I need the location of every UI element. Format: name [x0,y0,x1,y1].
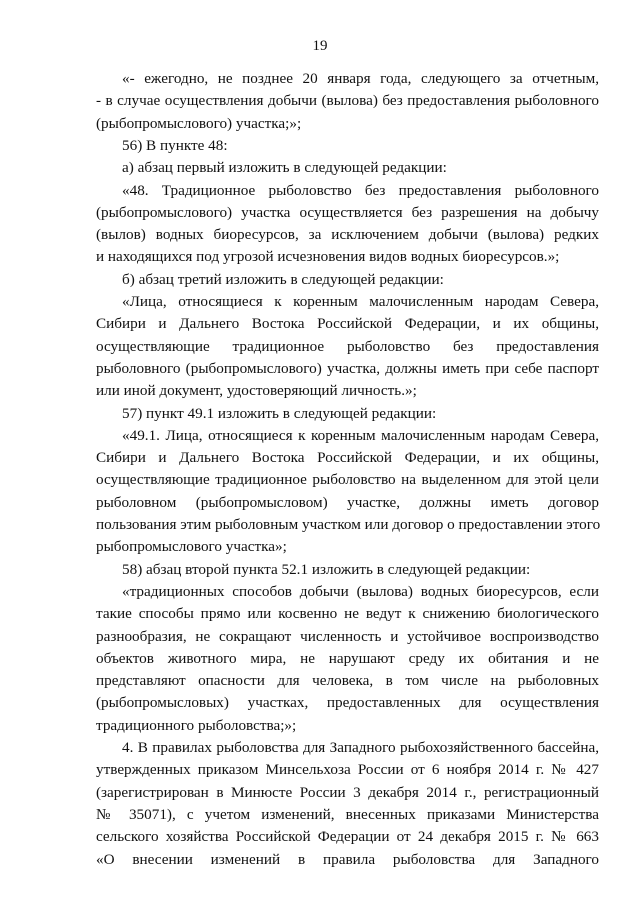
text-line: «традиционных способов добычи (вылова) водных биоресурсов, если [122,582,599,600]
text-line: традиционного рыболовства;»; [96,716,297,734]
page-number: 19 [312,38,328,54]
text-line: Сибири и Дальнего Востока Российской Федерации, и их общины, [96,449,599,467]
text-line: (рыбопромыслового) участка осуществляется без разрешения на добычу [96,203,599,221]
text-line: 57) пункт 49.1 изложить в следующей редакции: [122,404,437,422]
text-line: «- ежегодно, не позднее 20 января года, следующего за отчетным, [122,70,599,87]
text-line: «48. Традиционное рыболовство без предоставления рыболовного [122,181,599,199]
text-line: (рыбопромысловых) участках, предоставленных для осуществления [96,694,599,712]
text-line: № 35071), с учетом изменений, внесенных приказами Министерства [96,805,599,823]
text-line: 58) абзац второй пункта 52.1 изложить в следующей редакции: [122,560,531,578]
text-line: такие способы прямо или косвенно не ведут к снижению биологического [96,605,599,623]
text-line: (рыбопромыслового) участка;»; [96,114,302,132]
text-line: рыбопромыслового участка»; [96,538,287,556]
text-line: представляют опасности для человека, в том числе на рыболовных [96,672,599,690]
text-line: - в случае осуществления добычи (вылова) без предоставления рыболовного [96,92,599,110]
text-line: объектов животного мира, не нарушают среду их обитания и не [96,649,599,667]
text-line: «Лица, относящиеся к коренным малочисленным народам Севера, [122,293,599,310]
text-line: 4. В правилах рыболовства для Западного рыбохозяйственного бассейна, [122,739,599,756]
text-line: осуществляющие традиционное рыболовство без предоставления [96,337,599,355]
text-line: рыболовном (рыбопромысловом) участке, должны иметь договор [96,493,599,511]
text-line: сельского хозяйства Российской Федерации от 24 декабря 2015 г. № 663 [96,828,599,846]
text-line: утвержденных приказом Минсельхоза России от 6 ноября 2014 г. № 427 [96,761,599,779]
text-line: рыболовного (рыбопромыслового) участка, должны иметь при себе паспорт [96,359,599,377]
text-line: и находящихся под угрозой исчезновения видов водных биоресурсов.»; [96,248,560,266]
text-line: (вылов) водных биоресурсов, за исключением добычи (вылова) редких [96,226,599,244]
text-line: разнообразия, не сокращают численность и устойчивое воспроизводство [96,627,599,645]
text-line: б) абзац третий изложить в следующей редакции: [122,270,444,288]
text-line: или иной документ, удостоверяющий личность.»; [96,382,417,400]
text-line: а) абзац первый изложить в следующей редакции: [122,159,447,177]
text-line: «О внесении изменений в правила рыболовства для Западного [96,850,599,868]
text-line: 56) В пункте 48: [122,136,228,154]
text-line: «49.1. Лица, относящиеся к коренным малочисленным народам Севера, [122,426,599,444]
text-line: пользования этим рыболовным участком или договор о предоставлении этого [96,516,601,533]
text-line: осуществляющие традиционное рыболовство на выделенном для этой цели [96,471,599,489]
text-line: Сибири и Дальнего Востока Российской Федерации, и их общины, [96,315,599,333]
text-line: (зарегистрирован в Минюсте России 3 декабря 2014 г., регистрационный [96,783,599,801]
